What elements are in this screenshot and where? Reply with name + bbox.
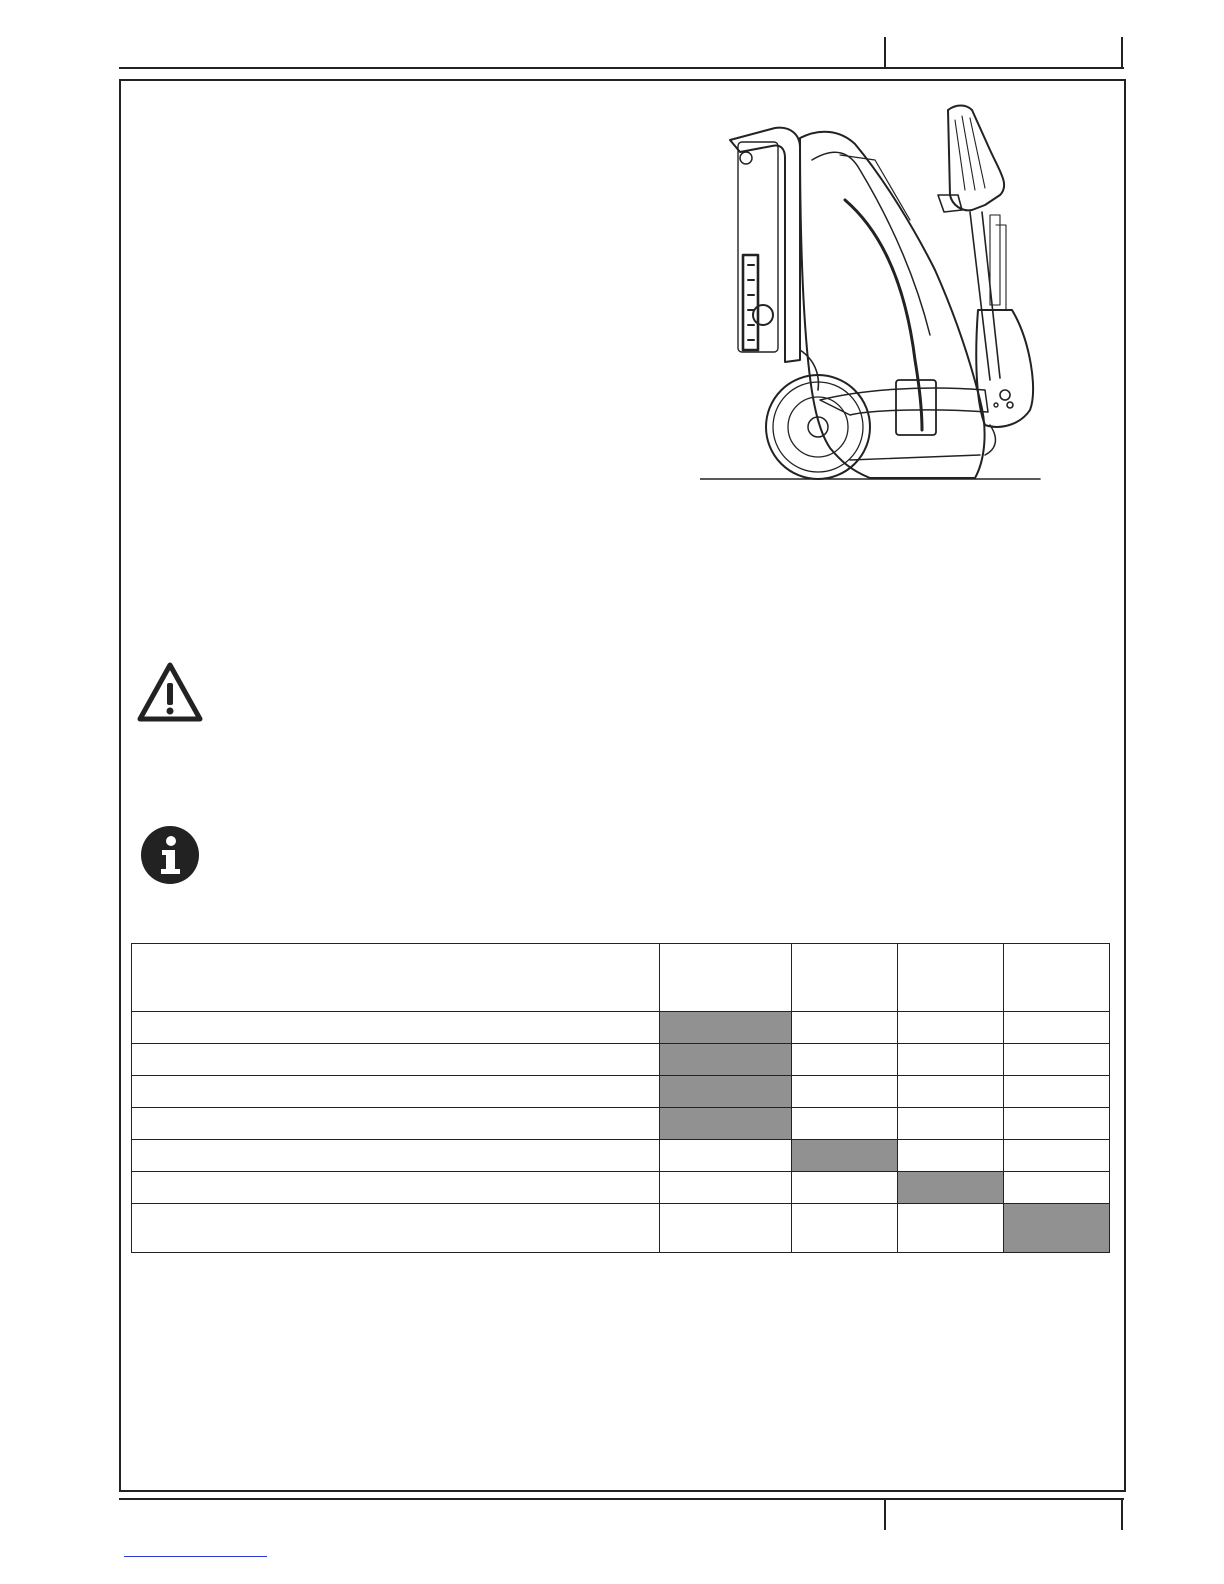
shaded-cell xyxy=(660,1076,792,1108)
header-tab-divider xyxy=(884,37,886,69)
table-cell xyxy=(898,1044,1004,1076)
table-header-cell xyxy=(792,944,898,1012)
shaded-cell xyxy=(660,1044,792,1076)
table-cell xyxy=(792,1012,898,1044)
table-cell xyxy=(660,1140,792,1172)
table-cell xyxy=(898,1076,1004,1108)
table-cell xyxy=(792,1044,898,1076)
footer-tab-edge xyxy=(1121,1498,1123,1530)
table-cell xyxy=(792,1108,898,1140)
table-cell xyxy=(792,1076,898,1108)
table-cell xyxy=(132,1044,660,1076)
table-cell xyxy=(660,1172,792,1204)
shaded-cell xyxy=(660,1108,792,1140)
footer-rule xyxy=(119,1498,1124,1500)
table-row xyxy=(132,1204,1110,1253)
table-row xyxy=(132,1140,1110,1172)
table-cell xyxy=(898,1204,1004,1253)
table-header-cell xyxy=(898,944,1004,1012)
table-cell xyxy=(132,1172,660,1204)
folded-machine-illustration xyxy=(700,100,1042,486)
table-cell xyxy=(898,1140,1004,1172)
footer-tab-divider xyxy=(884,1498,886,1530)
table-cell xyxy=(1004,1044,1110,1076)
link-underline[interactable] xyxy=(124,1556,267,1557)
table-cell xyxy=(1004,1140,1110,1172)
table-cell xyxy=(1004,1172,1110,1204)
table-header-cell xyxy=(660,944,792,1012)
table-cell xyxy=(898,1108,1004,1140)
table-header-cell xyxy=(132,944,660,1012)
shaded-cell xyxy=(660,1012,792,1044)
table-row xyxy=(132,1044,1110,1076)
shaded-cell xyxy=(792,1140,898,1172)
table-cell xyxy=(1004,1012,1110,1044)
header-rule xyxy=(119,67,1124,69)
table-row xyxy=(132,1172,1110,1204)
table-cell xyxy=(132,1012,660,1044)
table-cell xyxy=(1004,1108,1110,1140)
shaded-cell xyxy=(1004,1204,1110,1253)
table-header-cell xyxy=(1004,944,1110,1012)
info-circle-icon xyxy=(140,825,200,885)
table-cell xyxy=(1004,1076,1110,1108)
table-cell xyxy=(132,1204,660,1253)
table-cell xyxy=(132,1076,660,1108)
warning-triangle-icon xyxy=(136,661,204,723)
shaded-cell xyxy=(898,1172,1004,1204)
table-cell xyxy=(792,1204,898,1253)
table-row xyxy=(132,1108,1110,1140)
table-row xyxy=(132,1076,1110,1108)
table-cell xyxy=(898,1012,1004,1044)
table-cell xyxy=(660,1204,792,1253)
table-row xyxy=(132,1012,1110,1044)
maintenance-schedule-table xyxy=(131,943,1110,1253)
table-cell xyxy=(132,1108,660,1140)
table-cell xyxy=(132,1140,660,1172)
header-tab-edge xyxy=(1121,37,1123,69)
table-header-row xyxy=(132,944,1110,1012)
table-cell xyxy=(792,1172,898,1204)
